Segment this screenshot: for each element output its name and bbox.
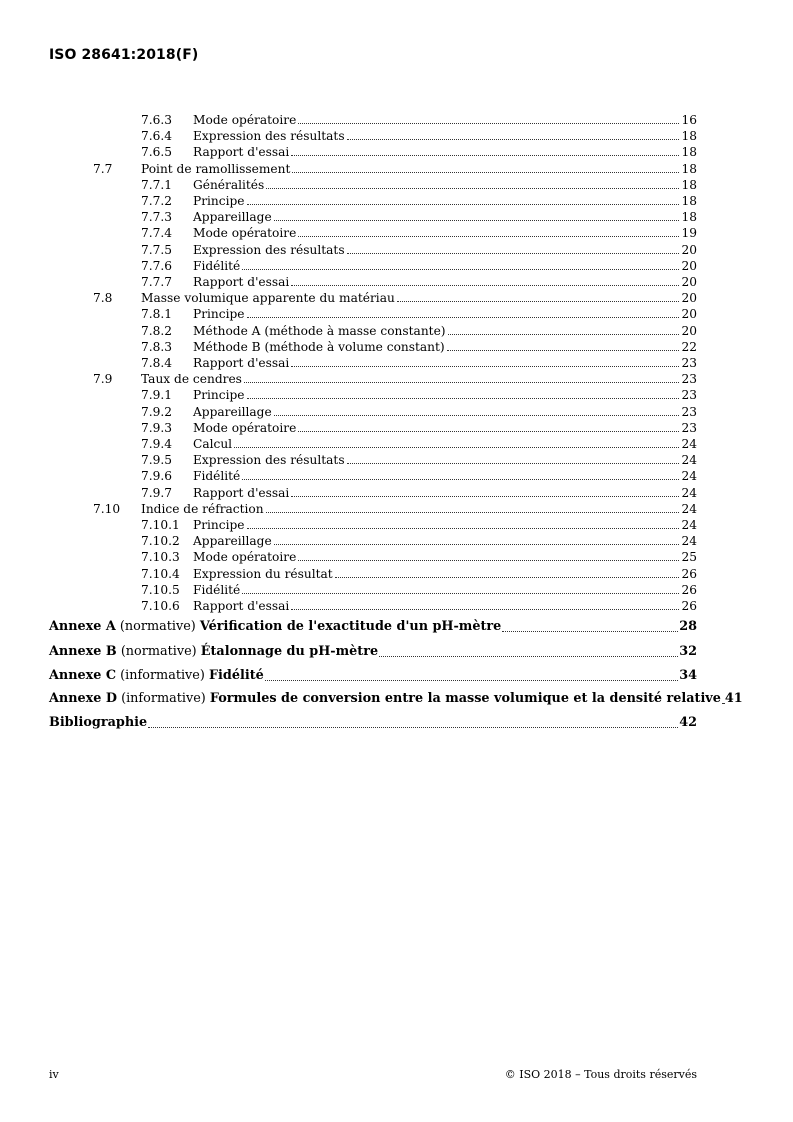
toc-entry-title: Indice de réfraction xyxy=(141,501,264,516)
toc-entry-page: 18 xyxy=(681,210,697,225)
toc-entry-title: Méthode B (méthode à volume constant) xyxy=(193,339,445,354)
toc-entry-page: 24 xyxy=(681,534,697,549)
toc-annex-entry[interactable] xyxy=(49,618,697,636)
toc-entry-title: Principe xyxy=(193,194,245,208)
toc-entry-title: Fidélité xyxy=(193,582,241,597)
toc-entry-page: 24 xyxy=(681,485,697,500)
toc-entry-title: Expression du résultat xyxy=(193,566,333,581)
toc-dot-leader xyxy=(298,559,679,561)
toc-dot-leader xyxy=(347,462,680,464)
toc-entry[interactable] xyxy=(141,355,697,371)
toc-entry-number: 7.9.3 xyxy=(141,420,173,435)
toc-dot-leader xyxy=(247,203,680,205)
toc-entry-page: 19 xyxy=(681,226,697,241)
toc-dot-leader xyxy=(722,702,724,704)
toc-entry-page: 18 xyxy=(681,129,697,144)
toc-entry-title: Rapport d'essai xyxy=(193,356,290,370)
toc-dot-leader xyxy=(291,284,679,286)
toc-entry-title: Expression des résultats xyxy=(193,242,345,257)
toc-entry-title: Mode opératoire xyxy=(193,113,297,127)
toc-entry-title: Appareillage xyxy=(193,404,272,419)
toc-dot-leader xyxy=(274,543,680,545)
toc-dot-leader xyxy=(291,608,679,610)
footer-copyright: © ISO 2018 – Tous droits réservés xyxy=(504,1068,697,1081)
toc-entry[interactable] xyxy=(141,225,697,241)
toc-entry[interactable] xyxy=(141,452,697,468)
toc-entry-page: 20 xyxy=(681,242,697,257)
toc-entry-number: 7.9.7 xyxy=(141,485,173,500)
document-header-title: ISO 28641:2018(F) xyxy=(49,47,199,63)
toc-entry-number: 7.8.2 xyxy=(141,323,173,338)
toc-entry-title: Principe xyxy=(193,388,245,403)
toc-entry[interactable] xyxy=(141,566,697,582)
toc-dot-leader xyxy=(291,365,679,367)
toc-entry[interactable] xyxy=(141,404,697,420)
toc-dot-leader xyxy=(266,511,680,513)
toc-entry-page: 24 xyxy=(681,453,697,468)
toc-entry[interactable] xyxy=(141,193,697,209)
toc-entry-title: Taux de cendres xyxy=(141,372,242,387)
annex-title: Étalonnage du pH-mètre xyxy=(200,644,379,659)
toc-entry[interactable] xyxy=(141,598,697,614)
toc-entry-number: 7.10.1 xyxy=(141,518,180,532)
toc-entry-number: 7.8 xyxy=(93,291,113,306)
toc-entry-number: 7.10.6 xyxy=(141,599,180,613)
toc-entry-number: 7.9.1 xyxy=(141,388,173,403)
toc-bibliography-entry[interactable] xyxy=(49,714,697,732)
toc-dot-leader xyxy=(247,397,680,399)
toc-entry-page: 20 xyxy=(681,307,697,322)
toc-entry-title: Rapport d'essai xyxy=(193,275,290,289)
toc-entry-page: 23 xyxy=(681,372,697,387)
toc-dot-leader xyxy=(397,300,680,302)
toc-entry-page: 24 xyxy=(681,437,697,451)
toc-entry-page: 20 xyxy=(681,258,697,273)
toc-entry[interactable] xyxy=(141,517,697,533)
toc-entry-title: Mode opératoire xyxy=(193,550,297,565)
toc-entry-title: Calcul xyxy=(193,437,233,451)
toc-dot-leader xyxy=(242,268,679,270)
toc-entry[interactable] xyxy=(141,274,697,290)
annex-title: Vérification de l'exactitude d'un pH-mètre xyxy=(199,619,502,634)
toc-entry-number: 7.9.2 xyxy=(141,404,173,419)
toc-entry[interactable] xyxy=(93,161,697,177)
toc-entry[interactable] xyxy=(93,501,697,517)
annex-page: 34 xyxy=(679,668,697,683)
toc-entry-title: Masse volumique apparente du matériau xyxy=(141,291,395,306)
toc-entry-number: 7.8.4 xyxy=(141,356,173,370)
toc-dot-leader xyxy=(335,576,680,578)
bibliography-title: Bibliographie xyxy=(49,715,148,730)
toc-entry-page: 18 xyxy=(681,161,697,176)
toc-entry[interactable] xyxy=(141,306,697,322)
toc-entry[interactable] xyxy=(141,323,697,339)
toc-annex-entry[interactable] xyxy=(49,667,697,685)
toc-entry-number: 7.10 xyxy=(93,501,121,516)
toc-entry-number: 7.6.3 xyxy=(141,113,173,127)
toc-entry-title: Méthode A (méthode à masse constante) xyxy=(193,323,446,338)
toc-entry-page: 16 xyxy=(681,113,697,127)
toc-dot-leader xyxy=(291,154,679,156)
toc-entry-page: 26 xyxy=(681,599,697,613)
toc-entry-title: Généralités xyxy=(193,177,265,192)
toc-entry-number: 7.7.7 xyxy=(141,275,173,289)
toc-entry-page: 23 xyxy=(681,388,697,403)
toc-entry[interactable] xyxy=(141,209,697,225)
toc-entry-title: Expression des résultats xyxy=(193,453,345,468)
toc-entry-number: 7.7.6 xyxy=(141,258,173,273)
toc-entry-number: 7.10.4 xyxy=(141,566,180,581)
toc-entry-page: 22 xyxy=(681,339,697,354)
toc-dot-leader xyxy=(274,219,680,221)
toc-dot-leader xyxy=(298,235,679,237)
annex-label: Annexe C xyxy=(49,668,117,683)
toc-entry[interactable] xyxy=(141,387,697,403)
toc-entry-title: Fidélité xyxy=(193,258,241,273)
toc-entry[interactable] xyxy=(93,371,697,387)
toc-dot-leader xyxy=(247,316,680,318)
toc-entry-page: 26 xyxy=(681,566,697,581)
footer-page-number: iv xyxy=(49,1068,59,1081)
annex-page: 28 xyxy=(679,619,697,634)
toc-entry[interactable] xyxy=(141,177,697,193)
toc-entry-number: 7.7 xyxy=(93,161,113,176)
toc-entry-title: Appareillage xyxy=(193,534,272,549)
toc-entry-page: 24 xyxy=(681,501,697,516)
annex-type: (informative) xyxy=(121,691,206,706)
toc-dot-leader xyxy=(447,349,680,351)
toc-dot-leader xyxy=(242,478,679,480)
toc-entry-number: 7.6.5 xyxy=(141,145,173,160)
toc-entry-number: 7.10.3 xyxy=(141,550,180,565)
toc-dot-leader xyxy=(234,446,679,448)
toc-dot-leader xyxy=(298,122,679,124)
toc-entry[interactable] xyxy=(141,258,697,274)
annex-type: (normative) xyxy=(120,644,197,659)
toc-entry-title: Point de ramollissement xyxy=(141,161,291,176)
toc-dot-leader xyxy=(298,430,679,432)
toc-entry-number: 7.9 xyxy=(93,372,113,387)
annex-label: Annexe A xyxy=(49,619,116,634)
toc-dot-leader xyxy=(148,726,678,728)
toc-dot-leader xyxy=(242,592,679,594)
toc-entry-page: 24 xyxy=(681,469,697,484)
toc-entry-page: 18 xyxy=(681,145,697,160)
toc-dot-leader xyxy=(247,527,680,529)
toc-entry-page: 18 xyxy=(681,177,697,192)
toc-entry-title: Appareillage xyxy=(193,210,272,225)
annex-type: (normative) xyxy=(119,619,196,634)
toc-entry-page: 23 xyxy=(681,420,697,435)
toc-entry[interactable] xyxy=(141,468,697,484)
toc-entry-number: 7.7.1 xyxy=(141,177,173,192)
bibliography-page: 42 xyxy=(679,715,697,730)
toc-dot-leader xyxy=(502,630,678,632)
toc-entry-number: 7.10.2 xyxy=(141,534,180,549)
toc-entry-title: Rapport d'essai xyxy=(193,145,290,160)
toc-entry-title: Principe xyxy=(193,518,245,532)
annex-page: 41 xyxy=(724,691,743,706)
annex-title: Formules de conversion entre la masse volumique et la densité relative xyxy=(209,691,721,706)
toc-dot-leader xyxy=(265,679,678,681)
toc-entry[interactable] xyxy=(141,533,697,549)
toc-entry-number: 7.7.5 xyxy=(141,242,173,257)
toc-entry-title: Mode opératoire xyxy=(193,226,297,241)
toc-entry-number: 7.9.5 xyxy=(141,453,173,468)
toc-entry[interactable] xyxy=(141,582,697,598)
toc-dot-leader xyxy=(347,138,680,140)
toc-entry[interactable] xyxy=(141,339,697,355)
toc-dot-leader xyxy=(274,414,680,416)
toc-entry[interactable] xyxy=(141,485,697,501)
toc-entry-number: 7.7.4 xyxy=(141,226,173,241)
annex-type: (informative) xyxy=(120,668,205,683)
toc-entry[interactable] xyxy=(141,242,697,258)
annex-label: Annexe D xyxy=(49,691,118,706)
toc-entry[interactable] xyxy=(141,420,697,436)
toc-entry-title: Principe xyxy=(193,307,245,322)
toc-entry-number: 7.9.6 xyxy=(141,469,173,484)
toc-dot-leader xyxy=(291,495,679,497)
toc-entry-title: Rapport d'essai xyxy=(193,485,290,500)
toc-entry[interactable] xyxy=(93,290,697,306)
toc-entry-title: Rapport d'essai xyxy=(193,599,290,613)
toc-entry-title: Expression des résultats xyxy=(193,129,345,144)
toc-entry-page: 25 xyxy=(681,550,697,565)
toc-dot-leader xyxy=(347,252,680,254)
toc-entry-number: 7.7.2 xyxy=(141,194,173,208)
toc-entry[interactable] xyxy=(141,128,697,144)
toc-entry-page: 23 xyxy=(681,356,697,370)
toc-entry[interactable] xyxy=(141,549,697,565)
toc-entry-number: 7.6.4 xyxy=(141,129,173,144)
toc-entry[interactable] xyxy=(141,144,697,160)
toc-dot-leader xyxy=(244,381,680,383)
toc-entry-page: 20 xyxy=(681,323,697,338)
toc-dot-leader xyxy=(292,171,679,173)
toc-entry-number: 7.10.5 xyxy=(141,582,180,597)
toc-entry-number: 7.8.3 xyxy=(141,339,173,354)
annex-page: 32 xyxy=(679,644,697,659)
toc-entry-page: 20 xyxy=(681,291,697,306)
toc-entry[interactable] xyxy=(141,112,697,128)
toc-entry-title: Fidélité xyxy=(193,469,241,484)
toc-entry-page: 20 xyxy=(681,275,697,289)
toc-entry-title: Mode opératoire xyxy=(193,420,297,435)
toc-dot-leader xyxy=(448,333,680,335)
toc-entry-number: 7.7.3 xyxy=(141,210,173,225)
toc-entry-page: 23 xyxy=(681,404,697,419)
toc-annex-entry[interactable] xyxy=(49,643,697,661)
toc-entry-page: 18 xyxy=(681,194,697,208)
toc-entry-number: 7.8.1 xyxy=(141,307,173,322)
toc-dot-leader xyxy=(379,655,678,657)
toc-entry-number: 7.9.4 xyxy=(141,437,173,451)
toc-entry-page: 24 xyxy=(681,518,697,532)
toc-annex-entry[interactable] xyxy=(49,690,743,708)
toc-entry[interactable] xyxy=(141,436,697,452)
toc-dot-leader xyxy=(266,187,679,189)
annex-label: Annexe B xyxy=(49,644,117,659)
toc-entry-page: 26 xyxy=(681,582,697,597)
annex-title: Fidélité xyxy=(208,668,264,683)
